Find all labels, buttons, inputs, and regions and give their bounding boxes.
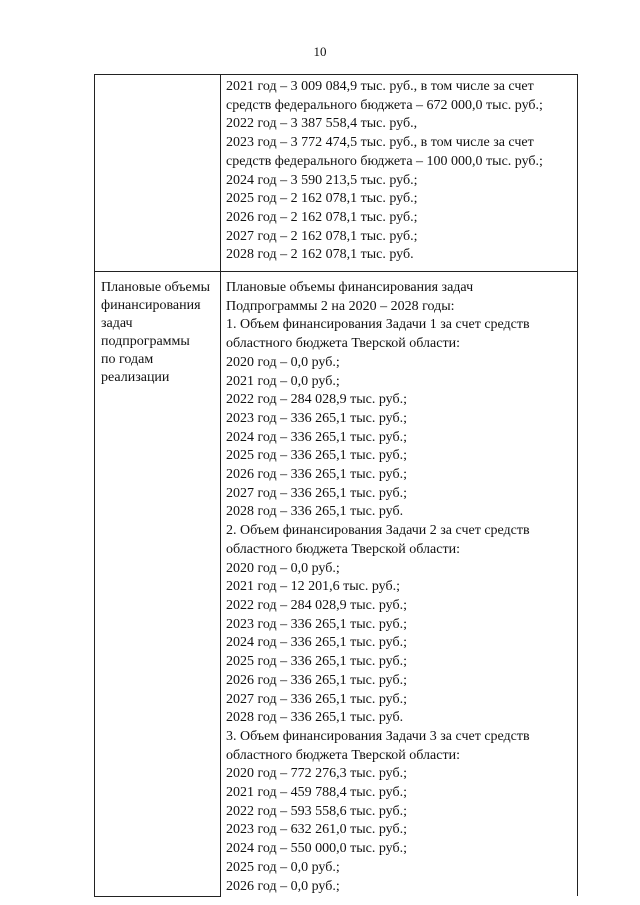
row-1-value-lines xyxy=(221,75,577,271)
value-line: 2026 год – 0,0 руб.; xyxy=(226,878,340,894)
value-line: 2024 год – 3 590 213,5 тыс. руб.; xyxy=(226,172,418,188)
value-line: 2026 год – 2 162 078,1 тыс. руб.; xyxy=(226,209,418,225)
value-line: 2023 год – 632 261,0 тыс. руб.; xyxy=(226,822,407,838)
table-row xyxy=(95,75,578,272)
value-line: 2022 год – 284 028,9 тыс. руб.; xyxy=(226,392,407,408)
value-line: 1. Объем финансирования Задачи 1 за счет средств xyxy=(226,317,530,333)
value-line: 2023 год – 3 772 474,5 тыс. руб., в том числе за счет xyxy=(226,135,534,151)
label-line: по годам xyxy=(101,352,154,368)
value-line: 2025 год – 2 162 078,1 тыс. руб.; xyxy=(226,191,418,207)
value-line: 2020 год – 0,0 руб.; xyxy=(226,560,340,576)
value-line: 2025 год – 336 265,1 тыс. руб.; xyxy=(226,448,407,464)
value-line: областного бюджета Тверской области: xyxy=(226,336,460,352)
value-cell xyxy=(221,75,578,272)
row-2-label xyxy=(95,272,220,391)
funding-table xyxy=(94,74,578,897)
value-line: 2028 год – 2 162 078,1 тыс. руб. xyxy=(226,247,414,263)
value-line: 2024 год – 336 265,1 тыс. руб.; xyxy=(226,635,407,651)
value-line: 2027 год – 2 162 078,1 тыс. руб.; xyxy=(226,228,418,244)
label-line: Плановые объемы xyxy=(101,280,211,296)
value-line: 2027 год – 336 265,1 тыс. руб.; xyxy=(226,691,407,707)
value-line: 2022 год – 284 028,9 тыс. руб.; xyxy=(226,597,407,613)
value-line: 2021 год – 459 788,4 тыс. руб.; xyxy=(226,785,407,801)
row-1-label xyxy=(95,75,220,86)
value-line: средств федерального бюджета – 672 000,0 тыс. руб.; xyxy=(226,97,543,113)
value-line: 2028 год – 336 265,1 тыс. руб. xyxy=(226,504,404,520)
label-line: реализации xyxy=(101,370,170,386)
value-line: 2025 год – 0,0 руб.; xyxy=(226,859,340,875)
value-line: областного бюджета Тверской области: xyxy=(226,541,460,557)
value-line: областного бюджета Тверской области: xyxy=(226,747,460,763)
label-line: задач xyxy=(101,316,133,332)
value-line: средств федерального бюджета – 100 000,0 тыс. руб.; xyxy=(226,153,543,169)
value-line: 2024 год – 550 000,0 тыс. руб.; xyxy=(226,841,407,857)
value-line: 2023 год – 336 265,1 тыс. руб.; xyxy=(226,410,407,426)
table-row xyxy=(95,272,578,897)
label-cell xyxy=(95,272,221,897)
value-line: 2021 год – 0,0 руб.; xyxy=(226,373,340,389)
value-line: 2026 год – 336 265,1 тыс. руб.; xyxy=(226,672,407,688)
value-line: 3. Объем финансирования Задачи 3 за счет средств xyxy=(226,728,530,744)
value-line: 2022 год – 593 558,6 тыс. руб.; xyxy=(226,803,407,819)
value-line: 2022 год – 3 387 558,4 тыс. руб., xyxy=(226,116,418,132)
value-line: 2028 год – 336 265,1 тыс. руб. xyxy=(226,710,404,726)
label-line: финансирования xyxy=(101,298,201,314)
value-line: 2021 год – 12 201,6 тыс. руб.; xyxy=(226,579,400,595)
value-line: 2023 год – 336 265,1 тыс. руб.; xyxy=(226,616,407,632)
row-2-value-lines xyxy=(221,272,577,896)
value-line: Подпрограммы 2 на 2020 – 2028 годы: xyxy=(226,298,455,314)
value-line: 2021 год – 3 009 084,9 тыс. руб., в том числе за счет xyxy=(226,79,534,94)
value-cell xyxy=(221,272,578,897)
value-line: 2027 год – 336 265,1 тыс. руб.; xyxy=(226,485,407,501)
page-number: 10 xyxy=(313,44,327,59)
label-line: подпрограммы xyxy=(101,334,190,350)
value-line: 2020 год – 0,0 руб.; xyxy=(226,354,340,370)
value-line: 2026 год – 336 265,1 тыс. руб.; xyxy=(226,467,407,483)
value-line: 2025 год – 336 265,1 тыс. руб.; xyxy=(226,654,407,670)
value-line: 2024 год – 336 265,1 тыс. руб.; xyxy=(226,429,407,445)
value-line: 2. Объем финансирования Задачи 2 за счет средств xyxy=(226,523,530,539)
label-cell xyxy=(95,75,221,272)
value-line: Плановые объемы финансирования задач xyxy=(226,280,474,296)
value-line: 2020 год – 772 276,3 тыс. руб.; xyxy=(226,766,407,782)
